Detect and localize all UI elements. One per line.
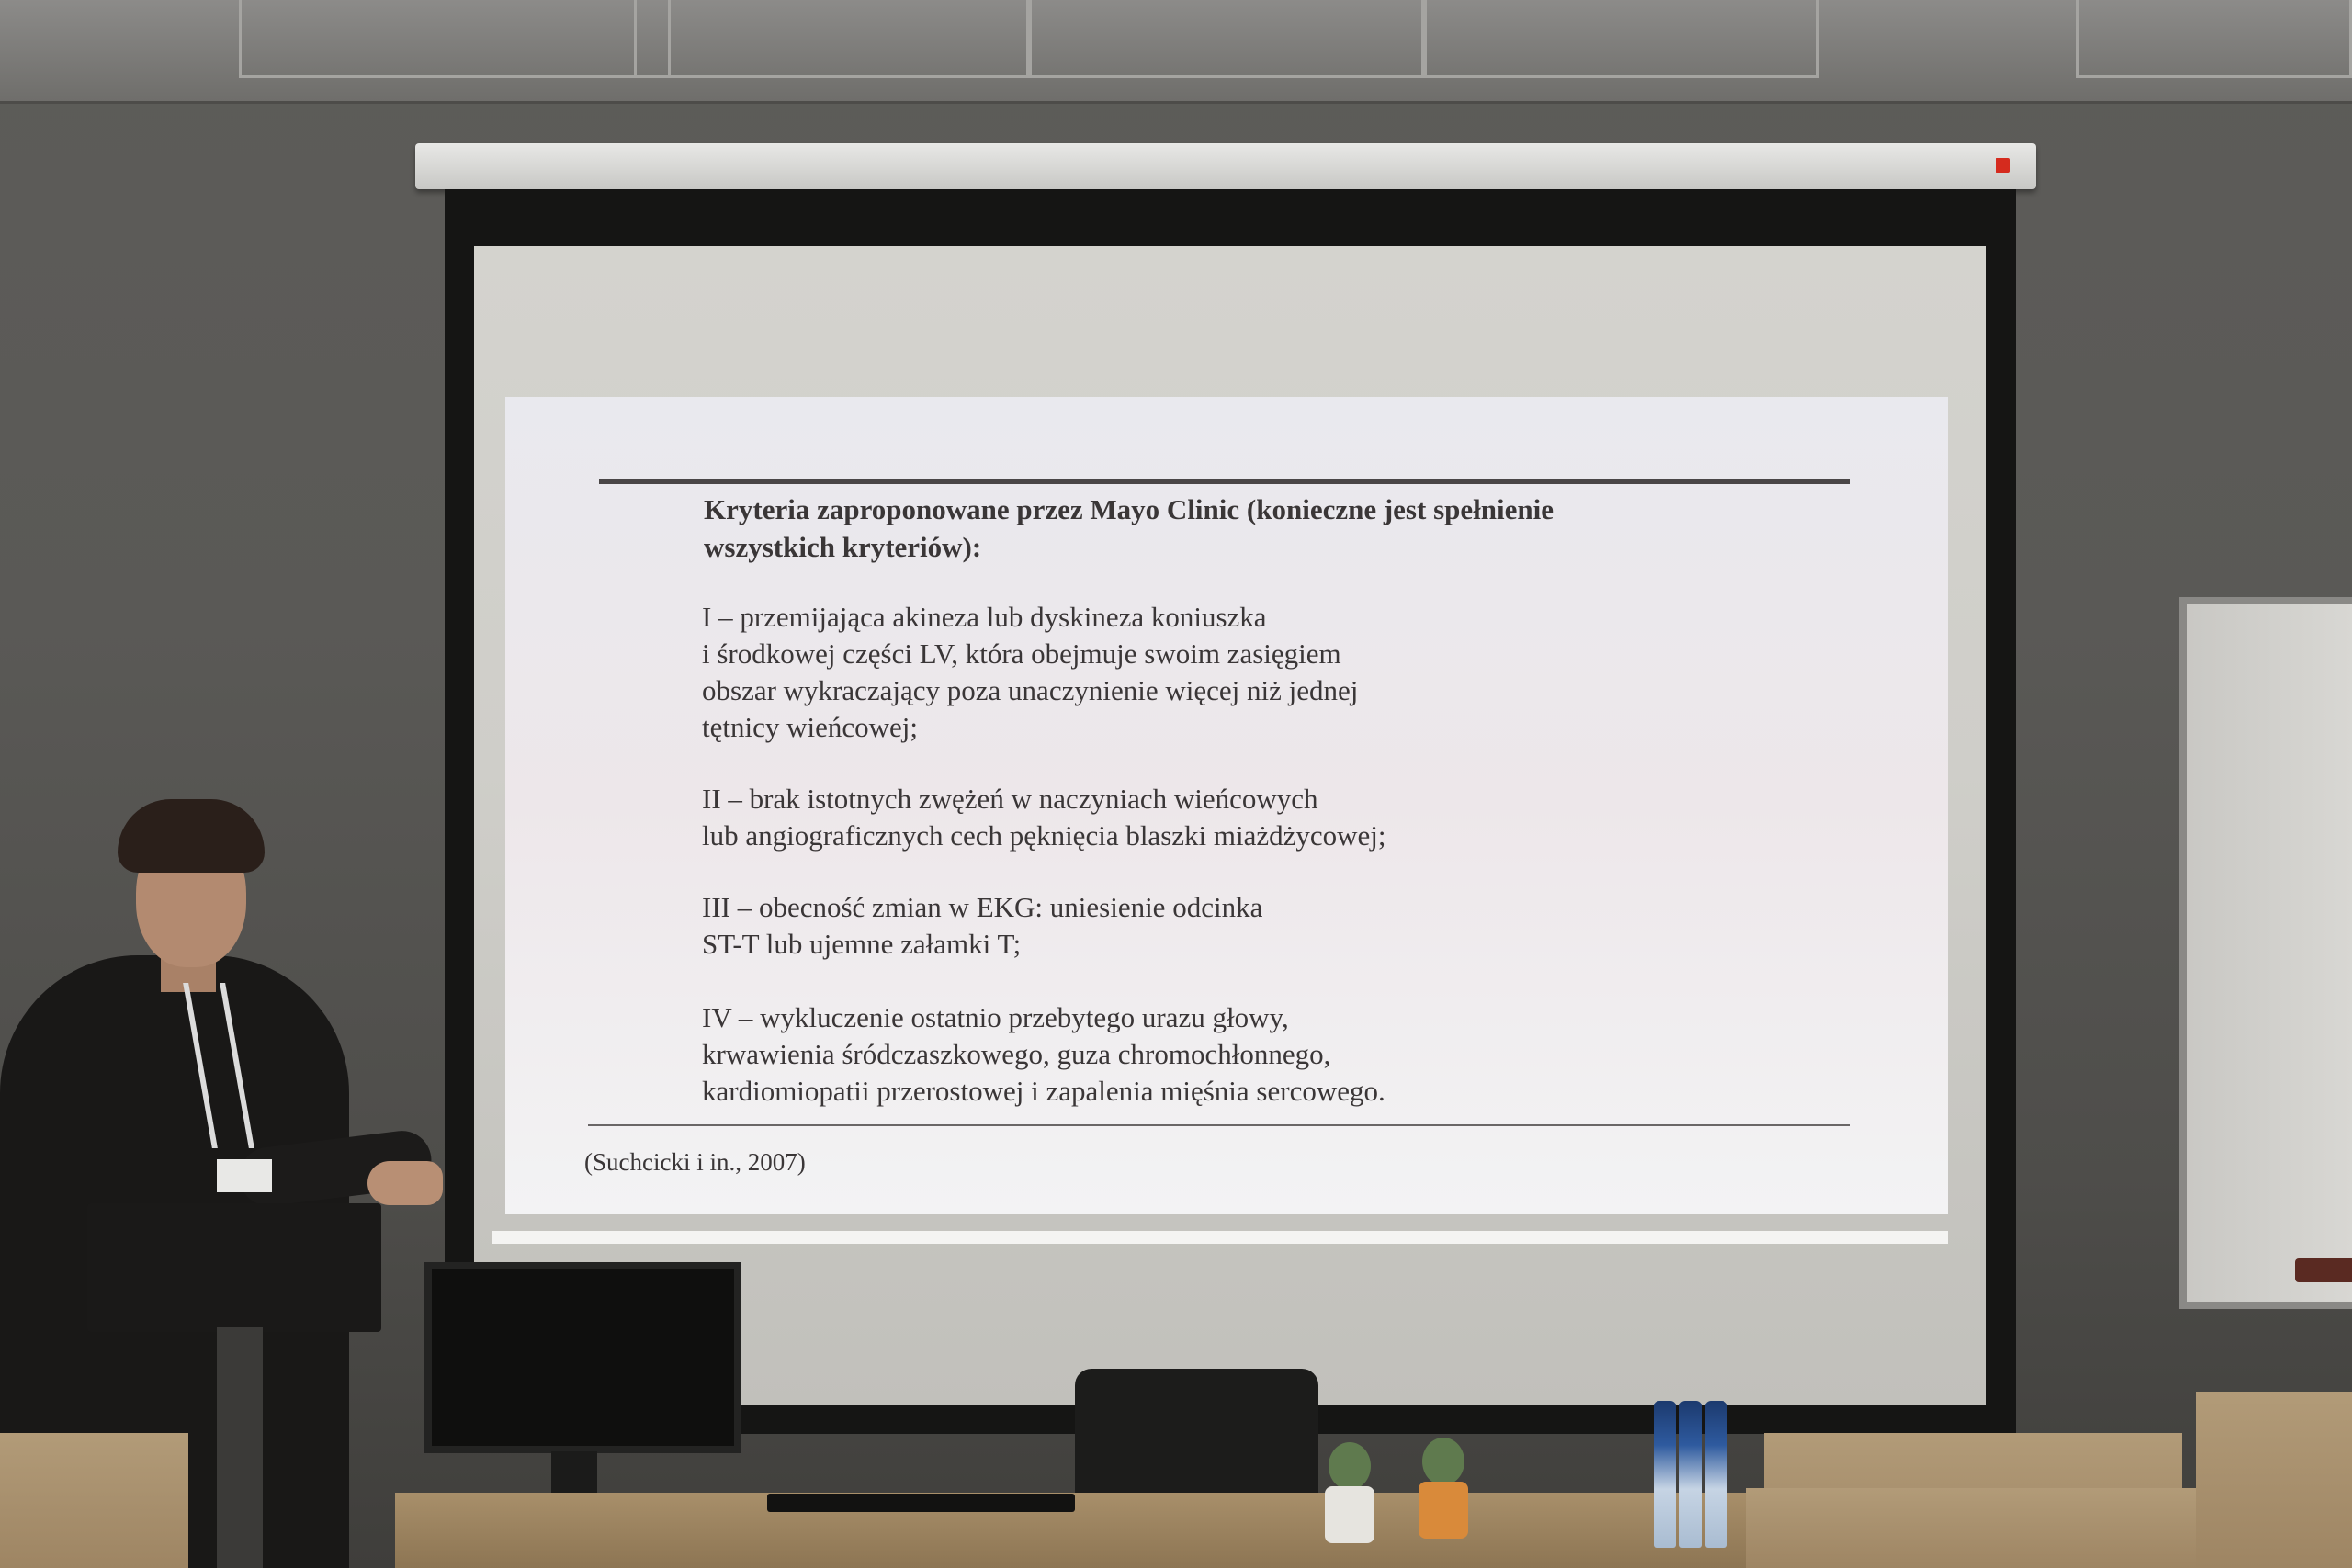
criterion-line: kardiomiopatii przerostowej i zapalenia mięśnia sercowego.	[702, 1075, 1385, 1107]
ceiling-tile	[1424, 0, 1819, 78]
water-bottle	[1705, 1401, 1727, 1548]
presentation-slide	[505, 397, 1948, 1214]
criterion-iv	[702, 999, 1385, 1110]
criterion-i	[702, 599, 1358, 746]
ceiling	[0, 0, 2352, 104]
potted-plant	[1415, 1438, 1472, 1539]
student-desk	[1746, 1488, 2233, 1568]
criterion-line: I – przemijająca akineza lub dyskineza koniuszka	[702, 601, 1267, 633]
criterion-line: tętnicy wieńcowej;	[702, 711, 918, 743]
slide-citation: (Suchcicki i in., 2007)	[584, 1148, 806, 1176]
criterion-line: II – brak istotnych zwężeń w naczyniach wieńcowych	[702, 783, 1318, 815]
plant-leaves	[1329, 1442, 1371, 1490]
criterion-ii	[702, 781, 1386, 854]
potted-plant	[1321, 1442, 1378, 1543]
student-desk	[0, 1433, 188, 1568]
projection-screen-housing	[415, 143, 2036, 189]
slide-top-rule	[599, 479, 1850, 484]
water-bottles	[1654, 1401, 1727, 1548]
plant-pot	[1419, 1482, 1468, 1539]
brand-logo-icon	[1996, 158, 2010, 173]
ceiling-tile	[1029, 0, 1424, 78]
projection-light-strip	[492, 1231, 1948, 1244]
criterion-line: III – obecność zmian w EKG: uniesienie odcinka	[702, 891, 1263, 923]
criterion-line: IV – wykluczenie ostatnio przebytego urazu głowy,	[702, 1001, 1289, 1033]
slide-heading-line: Kryteria zaproponowane przez Mayo Clinic (konieczne jest spełnienie	[704, 493, 1554, 525]
name-badge	[217, 1159, 272, 1192]
criterion-line: ST-T lub ujemne załamki T;	[702, 928, 1022, 960]
water-bottle	[1654, 1401, 1676, 1548]
podium-stand	[217, 1327, 263, 1568]
whiteboard	[2179, 597, 2352, 1309]
keyboard	[767, 1494, 1075, 1512]
ceiling-tile	[239, 0, 671, 78]
slide-heading	[704, 491, 1714, 566]
presenter-hair	[118, 799, 265, 873]
criterion-line: lub angiograficznych cech pęknięcia blaszki miażdżycowej;	[702, 819, 1386, 852]
plant-leaves	[1422, 1438, 1464, 1485]
criterion-line: i środkowej części LV, która obejmuje swoim zasięgiem	[702, 637, 1341, 670]
podium	[87, 1203, 381, 1332]
slide-bottom-rule	[588, 1124, 1850, 1126]
student-desk	[2196, 1392, 2352, 1568]
slide-heading-line: wszystkich kryteriów):	[704, 531, 982, 563]
criterion-iii	[702, 889, 1262, 963]
water-bottle	[1679, 1401, 1702, 1548]
computer-monitor	[424, 1262, 741, 1453]
criterion-line: obszar wykraczający poza unaczynienie więcej niż jednej	[702, 674, 1359, 706]
ceiling-tile	[634, 0, 1029, 78]
presenter-hand	[368, 1161, 443, 1205]
marker-icon	[2295, 1258, 2352, 1282]
plant-pot	[1325, 1486, 1374, 1543]
criterion-line: krwawienia śródczaszkowego, guza chromochłonnego,	[702, 1038, 1331, 1070]
ceiling-tile	[2076, 0, 2352, 78]
